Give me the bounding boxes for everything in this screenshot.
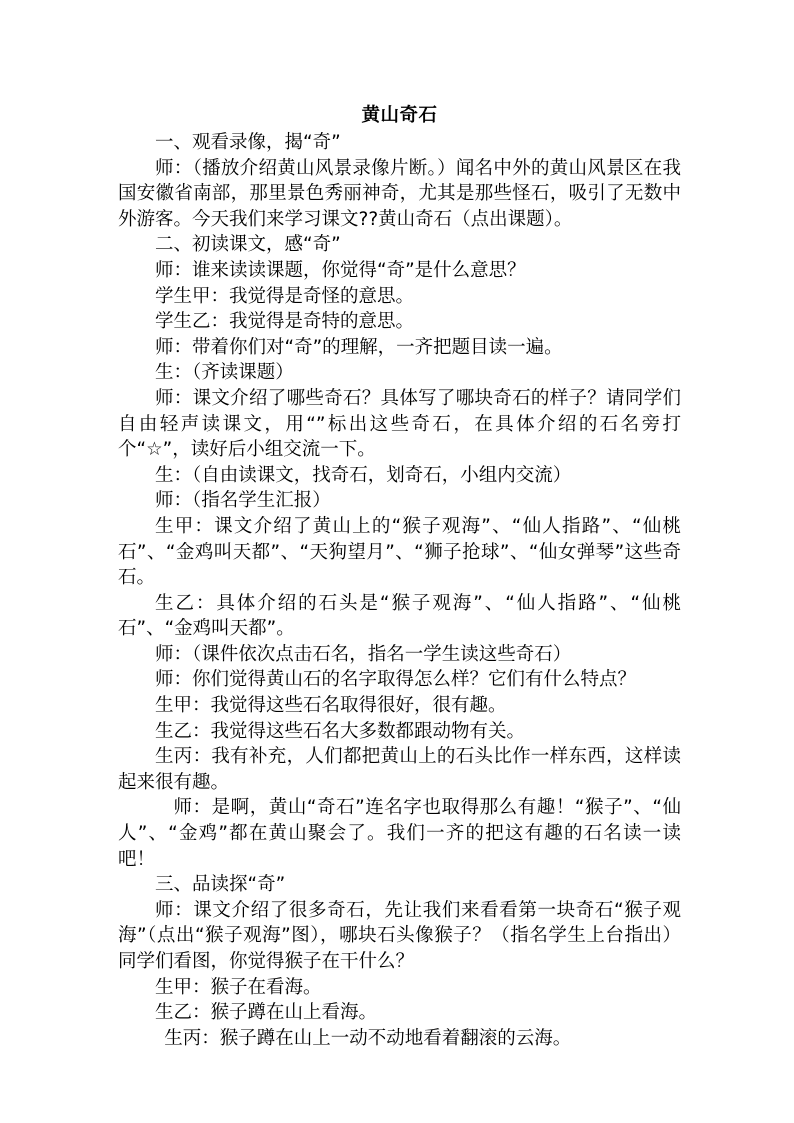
section-heading-3: 三、品读探“奇” [155,874,286,896]
paragraph: 生乙：猴子蹲在山上看海。 [155,1002,378,1024]
document-page [118,103,681,1051]
section-heading-2: 二、初读课文，感“奇” [155,234,341,256]
paragraph: 学生甲：我觉得是奇怪的意思。 [155,285,415,307]
paragraph: 学生乙：我觉得是奇特的意思。 [155,311,415,333]
paragraph: 生甲：课文介绍了黄山上的“猴子观海”、“仙人指路”、“仙桃石”、“金鸡叫天都”、“天狗望月”、“狮子抢球”、“仙女弹琴”这些奇石。 [118,515,681,589]
paragraph: 师：带着你们对“奇”的理解，一齐把题目读一遍。 [155,336,563,358]
paragraph: 生：（自由读课文，找奇石，划奇石，小组内交流） [155,464,572,486]
paragraph: 生乙：我觉得这些石名大多数都跟动物有关。 [155,720,526,742]
paragraph: 生甲：我觉得这些石名取得很好，很有趣。 [155,695,507,717]
paragraph: 师：（指名学生汇报） [155,490,331,512]
document-title: 黄山奇石 [361,105,438,126]
section-heading-1: 一、观看录像，揭“奇” [155,132,341,153]
paragraph: 生丙：我有补充，人们都把黄山上的石头比作一样东西，这样读起来很有趣。 [118,746,681,793]
paragraph: 生乙：具体介绍的石头是“猴子观海”、“仙人指路”、“仙桃石”、“金鸡叫天都”。 [118,592,681,640]
paragraph: 师：是啊，黄山“奇石”连名字也取得那么有趣！“猴子”、“仙人”、“金鸡”都在黄山聚会了。我们一齐的把这有趣的石名读一读吧！ [118,797,681,870]
paragraph: 师：课文介绍了很多奇石，先让我们来看看第一块奇石“猴子观海”（点出“猴子观海”图），哪块石头像猴子？（指名学生上台指出）同学们看图，你觉得猴子在干什么？ [118,899,681,972]
paragraph: 生丙：猴子蹲在山上一动不动地看着翻滚的云海。 [164,1027,572,1049]
paragraph: 师：谁来读读课题，你觉得“奇”是什么意思？ [155,259,526,281]
paragraph: 师：（课件依次点击石名，指名一学生读这些奇石） [155,643,572,665]
paragraph: 生甲：猴子在看海。 [155,976,322,998]
paragraph: 师：课文介绍了哪些奇石？具体写了哪块奇石的样子？请同学们自由轻声读课文，用“”标出这些奇石，在具体介绍的石名旁打个“☆”，读好后小组交流一下。 [118,387,681,461]
paragraph: 师：你们觉得黄山石的名字取得怎么样？它们有什么特点？ [155,669,637,691]
paragraph: 师：（播放介绍黄山风景录像片断。）闻名中外的黄山风景区在我国安徽省南部，那里景色秀丽神奇，尤其是那些怪石，吸引了无数中外游客。今天我们来学习课文??黄山奇石（点出课题）。 [118,157,681,230]
paragraph: 生：（齐读课题） [155,362,294,384]
